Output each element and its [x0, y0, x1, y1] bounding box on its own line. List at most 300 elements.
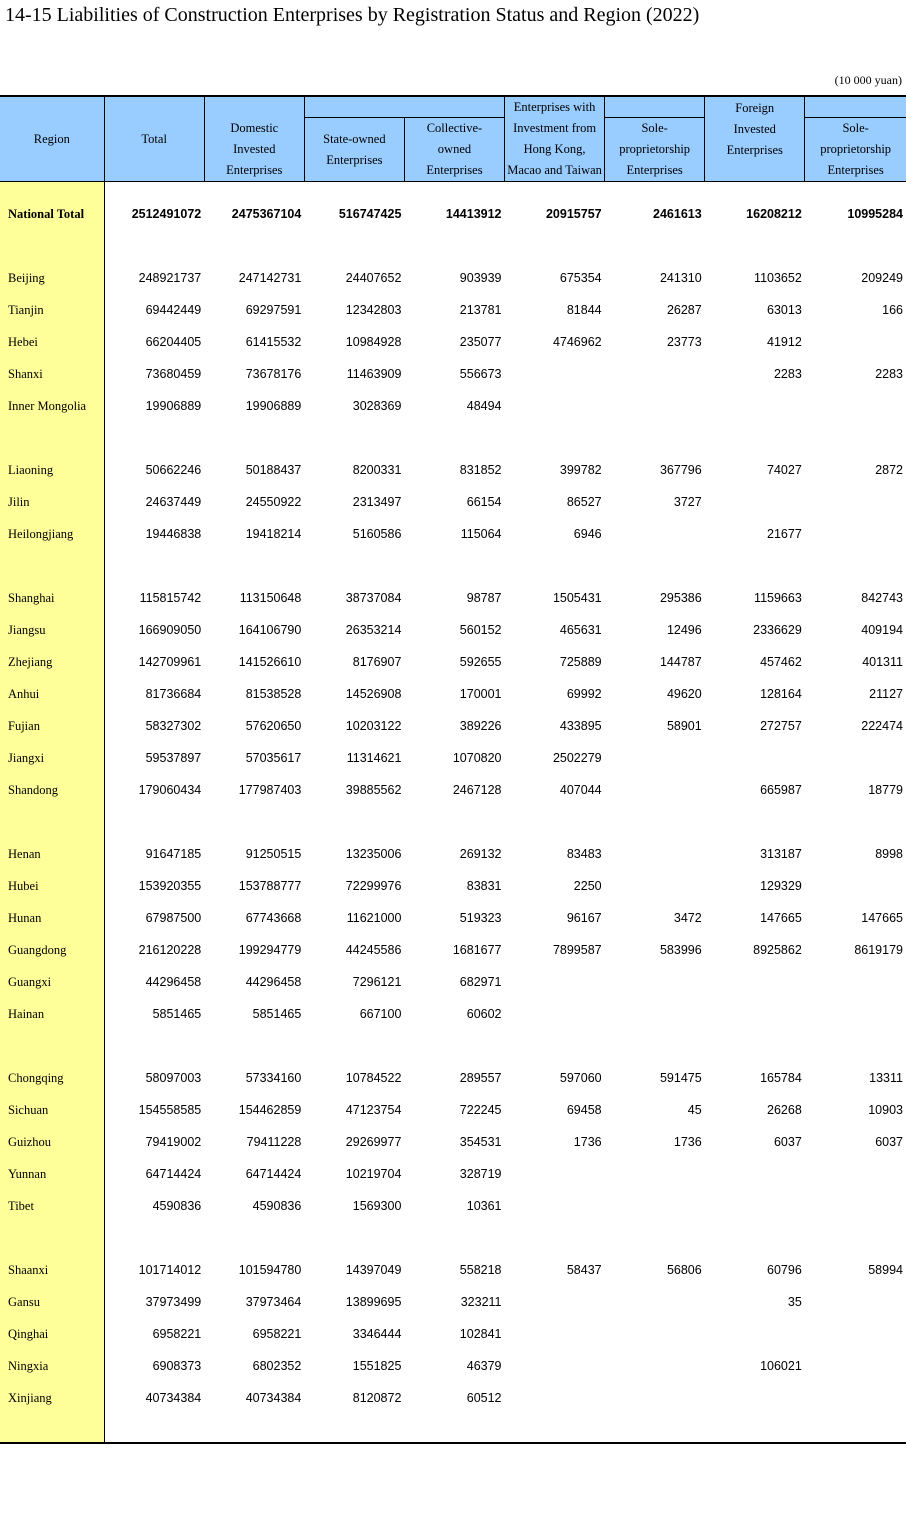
- cell-foreign-sole: [805, 486, 906, 518]
- spacer-row: [0, 550, 906, 582]
- cell-hkmt: 96167: [566, 911, 602, 925]
- cell-hkmt-sole: 12496: [666, 623, 702, 637]
- cell-foreign-sole: 6037: [875, 1135, 903, 1149]
- spacer-cell: [505, 806, 605, 838]
- spacer-cell: [605, 1222, 705, 1254]
- cell-domestic: 6958221: [252, 1327, 302, 1341]
- spacer-cell: [304, 806, 404, 838]
- spacer-cell: [204, 230, 304, 262]
- spacer-cell: [304, 1030, 404, 1062]
- spacer-cell: [0, 1414, 104, 1443]
- cell-state-owned: 2313497: [352, 495, 402, 509]
- cell-total: 73680459: [145, 367, 202, 381]
- spacer-cell: [204, 1414, 304, 1443]
- cell-hkmt-sole: 583996: [659, 943, 702, 957]
- cell-state-owned: 8120872: [352, 1391, 402, 1405]
- spacer-cell: [805, 550, 906, 582]
- cell-domestic: 57035617: [245, 751, 302, 765]
- spacer-cell: [805, 422, 906, 454]
- cell-collective: 903939: [459, 271, 502, 285]
- spacer-cell: [605, 550, 705, 582]
- cell-domestic: 19906889: [245, 399, 302, 413]
- spacer-cell: [404, 806, 504, 838]
- header-hkmt-spacer: [605, 96, 705, 118]
- spacer-cell: [605, 182, 705, 199]
- spacer-cell: [505, 182, 605, 199]
- cell-collective: 2467128: [452, 783, 502, 797]
- cell-hkmt: 20915757: [545, 207, 602, 221]
- cell-domestic: 153788777: [238, 879, 302, 893]
- cell-foreign-sole: [805, 742, 906, 774]
- spacer-cell: [505, 550, 605, 582]
- cell-total: 58097003: [145, 1071, 202, 1085]
- cell-total: 179060434: [138, 783, 202, 797]
- cell-region: Zhejiang: [0, 646, 104, 678]
- cell-foreign-sole: [805, 326, 906, 358]
- spacer-cell: [805, 806, 906, 838]
- cell-hkmt-sole: 3472: [673, 911, 702, 925]
- spacer-cell: [404, 422, 504, 454]
- cell-foreign: 147665: [760, 911, 802, 925]
- table-row: [0, 774, 906, 806]
- cell-total: 216120228: [138, 943, 202, 957]
- cell-collective: 269132: [459, 847, 502, 861]
- cell-region: Guizhou: [0, 1126, 104, 1158]
- spacer-cell: [204, 422, 304, 454]
- cell-total: 79419002: [145, 1135, 202, 1149]
- cell-foreign-sole: [805, 1318, 906, 1350]
- table-header: [0, 96, 906, 182]
- cell-hkmt: 725889: [559, 655, 602, 669]
- spacer-row: [0, 422, 906, 454]
- spacer-row: [0, 1222, 906, 1254]
- cell-state-owned: 12342803: [345, 303, 402, 317]
- cell-state-owned: 72299976: [345, 879, 402, 893]
- table-row: [0, 518, 906, 550]
- cell-state-owned: 1569300: [352, 1199, 402, 1213]
- cell-hkmt-sole: 295386: [659, 591, 702, 605]
- cell-domestic: 57334160: [245, 1071, 302, 1085]
- cell-foreign: [705, 1318, 805, 1350]
- cell-region: Shanxi: [0, 358, 104, 390]
- cell-hkmt: [505, 1158, 605, 1190]
- spacer-cell: [605, 422, 705, 454]
- table-row: [0, 1158, 906, 1190]
- cell-foreign-sole: [805, 1350, 906, 1382]
- cell-collective: 519323: [459, 911, 502, 925]
- spacer-cell: [104, 1414, 204, 1443]
- cell-collective: 213781: [459, 303, 502, 317]
- cell-domestic: 50188437: [245, 463, 302, 477]
- cell-foreign-sole: 21127: [869, 687, 903, 701]
- cell-foreign-sole: [805, 870, 906, 902]
- cell-state-owned: 10984928: [345, 335, 402, 349]
- spacer-row: [0, 230, 906, 262]
- spacer-cell: [204, 1030, 304, 1062]
- spacer-cell: [304, 182, 404, 199]
- table-row: [0, 1254, 906, 1286]
- spacer-cell: [805, 230, 906, 262]
- cell-hkmt: [505, 1190, 605, 1222]
- cell-total: 166909050: [138, 623, 202, 637]
- cell-domestic: 141526610: [238, 655, 302, 669]
- cell-hkmt-sole: [605, 1350, 705, 1382]
- cell-region: Qinghai: [0, 1318, 104, 1350]
- cell-foreign: 21677: [767, 527, 802, 541]
- table-row: [0, 1350, 906, 1382]
- national-total-row: [0, 198, 906, 230]
- table-row: [0, 838, 906, 870]
- spacer-cell: [505, 1030, 605, 1062]
- cell-hkmt: 1505431: [552, 591, 602, 605]
- cell-total: 81736684: [145, 687, 202, 701]
- cell-state-owned: 1551825: [352, 1359, 402, 1373]
- cell-domestic: 64714424: [245, 1167, 302, 1181]
- cell-collective: 831852: [459, 463, 502, 477]
- cell-hkmt-sole: [605, 390, 705, 422]
- cell-hkmt-sole: [605, 742, 705, 774]
- cell-total: 50662246: [145, 463, 202, 477]
- table-row: [0, 454, 906, 486]
- cell-state-owned: 47123754: [345, 1103, 402, 1117]
- table-row: [0, 742, 906, 774]
- spacer-cell: [705, 1222, 805, 1254]
- table-row: [0, 294, 906, 326]
- liabilities-table: [0, 95, 906, 1444]
- header-foreign-spacer: [805, 96, 906, 118]
- cell-collective: 323211: [460, 1295, 502, 1309]
- cell-state-owned: 44245586: [345, 943, 402, 957]
- cell-total: 59537897: [145, 751, 202, 765]
- cell-state-owned: 13899695: [345, 1295, 402, 1309]
- spacer-cell: [705, 550, 805, 582]
- liabilities-table-wrapper: [0, 95, 906, 1444]
- cell-domestic: 61415532: [245, 335, 302, 349]
- table-row: [0, 902, 906, 934]
- cell-state-owned: 8200331: [352, 463, 402, 477]
- cell-total: 6908373: [152, 1359, 202, 1373]
- cell-region: Henan: [0, 838, 104, 870]
- cell-hkmt: [505, 1318, 605, 1350]
- cell-hkmt: [505, 1286, 605, 1318]
- table-row: [0, 614, 906, 646]
- spacer-cell: [605, 230, 705, 262]
- cell-foreign: [705, 1158, 805, 1190]
- cell-region: Hainan: [0, 998, 104, 1030]
- cell-domestic: 113150648: [239, 591, 302, 605]
- spacer-cell: [304, 1414, 404, 1443]
- cell-foreign: [705, 966, 805, 998]
- table-row: [0, 582, 906, 614]
- cell-collective: 60512: [466, 1391, 502, 1405]
- table-row: [0, 870, 906, 902]
- cell-domestic: 19418214: [245, 527, 302, 541]
- cell-region: Guangxi: [0, 966, 104, 998]
- spacer-cell: [104, 230, 204, 262]
- cell-state-owned: 11621000: [346, 911, 402, 925]
- cell-collective: 98787: [466, 591, 502, 605]
- cell-hkmt: [505, 1382, 605, 1414]
- cell-collective: 682971: [459, 975, 502, 989]
- cell-region: Hebei: [0, 326, 104, 358]
- cell-domestic: 24550922: [245, 495, 302, 509]
- spacer-cell: [0, 806, 104, 838]
- cell-foreign-sole: 58994: [868, 1263, 903, 1277]
- cell-foreign: 8925862: [753, 943, 802, 957]
- cell-collective: 60602: [466, 1007, 502, 1021]
- cell-foreign: 60796: [767, 1263, 802, 1277]
- cell-region: Jiangxi: [0, 742, 104, 774]
- cell-hkmt-sole: [605, 1190, 705, 1222]
- spacer-cell: [0, 182, 104, 199]
- cell-foreign-sole: 10903: [868, 1103, 903, 1117]
- cell-foreign-sole: [805, 390, 906, 422]
- cell-region: Yunnan: [0, 1158, 104, 1190]
- cell-domestic: 101594780: [238, 1263, 302, 1277]
- cell-hkmt: 2502279: [552, 751, 602, 765]
- cell-region: Guangdong: [0, 934, 104, 966]
- spacer-cell: [805, 1030, 906, 1062]
- cell-total: 44296458: [145, 975, 202, 989]
- cell-hkmt: 465631: [559, 623, 602, 637]
- cell-domestic: 199294779: [238, 943, 302, 957]
- spacer-row: [0, 1414, 906, 1443]
- cell-collective: 48494: [466, 399, 502, 413]
- cell-foreign: [705, 742, 805, 774]
- cell-state-owned: 11314621: [346, 751, 402, 765]
- cell-foreign: 457462: [760, 655, 802, 669]
- cell-region: Tianjin: [0, 294, 104, 326]
- table-row: [0, 1286, 906, 1318]
- cell-foreign: 63013: [767, 303, 802, 317]
- cell-domestic: 2475367104: [231, 207, 302, 221]
- cell-region: Ningxia: [0, 1350, 104, 1382]
- spacer-cell: [304, 230, 404, 262]
- cell-domestic: 177987403: [238, 783, 302, 797]
- table-row: [0, 326, 906, 358]
- cell-state-owned: 667100: [359, 1007, 402, 1021]
- spacer-cell: [104, 1222, 204, 1254]
- spacer-cell: [0, 1222, 104, 1254]
- table-row: [0, 1318, 906, 1350]
- cell-hkmt-sole: [605, 1318, 705, 1350]
- cell-state-owned: 10203122: [345, 719, 402, 733]
- spacer-cell: [805, 182, 906, 199]
- cell-collective: 560152: [459, 623, 502, 637]
- cell-region: National Total: [0, 198, 104, 230]
- cell-region: Jiangsu: [0, 614, 104, 646]
- cell-collective: 14413912: [445, 207, 502, 221]
- cell-foreign-sole: 8619179: [854, 943, 903, 957]
- cell-foreign-sole: 842743: [861, 591, 903, 605]
- cell-hkmt-sole: 591475: [659, 1071, 702, 1085]
- cell-foreign: 313187: [760, 847, 802, 861]
- cell-region: Tibet: [0, 1190, 104, 1222]
- spacer-cell: [204, 1222, 304, 1254]
- cell-domestic: 73678176: [245, 367, 302, 381]
- cell-hkmt-sole: [605, 838, 705, 870]
- spacer-cell: [0, 230, 104, 262]
- cell-hkmt-sole: [605, 870, 705, 902]
- table-row: [0, 1190, 906, 1222]
- cell-foreign-sole: [805, 1286, 906, 1318]
- cell-foreign: [705, 1190, 805, 1222]
- cell-total: 101714012: [138, 1263, 202, 1277]
- cell-state-owned: 8176907: [352, 655, 402, 669]
- cell-foreign-sole: 10995284: [847, 207, 903, 221]
- cell-state-owned: 3346444: [352, 1327, 402, 1341]
- cell-hkmt-sole: 45: [687, 1103, 702, 1117]
- cell-hkmt-sole: [605, 518, 705, 550]
- cell-collective: 389226: [459, 719, 502, 733]
- cell-domestic: 91250515: [245, 847, 302, 861]
- cell-state-owned: 516747425: [338, 207, 402, 221]
- cell-hkmt-sole: 144787: [659, 655, 702, 669]
- spacer-cell: [404, 1222, 504, 1254]
- header-domestic-spacer: [304, 96, 504, 118]
- cell-hkmt: 7899587: [552, 943, 602, 957]
- cell-collective: 66154: [466, 495, 502, 509]
- cell-total: 6958221: [152, 1327, 202, 1341]
- unit-label: (10 000 yuan): [834, 73, 902, 87]
- cell-foreign-sole: 13311: [869, 1071, 903, 1085]
- spacer-cell: [304, 422, 404, 454]
- cell-collective: 83831: [466, 879, 502, 893]
- cell-domestic: 81538528: [245, 687, 302, 701]
- cell-total: 19446838: [145, 527, 202, 541]
- cell-hkmt: 69458: [566, 1103, 602, 1117]
- spacer-cell: [204, 550, 304, 582]
- cell-hkmt-sole: 26287: [666, 303, 702, 317]
- cell-foreign: 6037: [773, 1135, 802, 1149]
- spacer-cell: [0, 422, 104, 454]
- cell-region: Shandong: [0, 774, 104, 806]
- spacer-row: [0, 806, 906, 838]
- cell-collective: 10361: [466, 1199, 502, 1213]
- header-collective: Collective- owned Enterprises: [404, 118, 504, 182]
- cell-foreign: 35: [787, 1295, 802, 1309]
- cell-domestic: 79411228: [246, 1135, 302, 1149]
- cell-foreign-sole: 147665: [861, 911, 903, 925]
- cell-hkmt: 69992: [566, 687, 602, 701]
- spacer-cell: [404, 1030, 504, 1062]
- cell-foreign: 26268: [767, 1103, 802, 1117]
- cell-total: 5851465: [152, 1007, 202, 1021]
- cell-total: 66204405: [145, 335, 202, 349]
- cell-total: 40734384: [145, 1391, 202, 1405]
- cell-hkmt-sole: [605, 1382, 705, 1414]
- cell-hkmt-sole: [605, 774, 705, 806]
- spacer-cell: [104, 182, 204, 199]
- cell-foreign: [705, 1382, 805, 1414]
- spacer-cell: [705, 1414, 805, 1443]
- cell-hkmt: [505, 1350, 605, 1382]
- cell-hkmt: 86527: [566, 495, 602, 509]
- cell-foreign: [705, 486, 805, 518]
- spacer-cell: [104, 1030, 204, 1062]
- cell-state-owned: 38737084: [345, 591, 402, 605]
- cell-foreign: [705, 998, 805, 1030]
- cell-foreign: [705, 390, 805, 422]
- cell-hkmt: 81844: [566, 303, 602, 317]
- spacer-cell: [605, 1030, 705, 1062]
- cell-domestic: 5851465: [252, 1007, 302, 1021]
- spacer-cell: [404, 230, 504, 262]
- cell-collective: 289557: [459, 1071, 502, 1085]
- table-row: [0, 262, 906, 294]
- cell-state-owned: 14526908: [345, 687, 402, 701]
- cell-foreign: 2336629: [753, 623, 802, 637]
- cell-foreign: 165784: [760, 1071, 802, 1085]
- cell-state-owned: 29269977: [345, 1135, 402, 1149]
- spacer-cell: [404, 182, 504, 199]
- page-title: 14-15 Liabilities of Construction Enterprises by Registration Status and Region (2022): [5, 4, 700, 26]
- cell-hkmt-sole: [605, 998, 705, 1030]
- table-row: [0, 390, 906, 422]
- spacer-cell: [805, 1222, 906, 1254]
- spacer-cell: [404, 550, 504, 582]
- cell-total: 115815742: [139, 591, 202, 605]
- table-row: [0, 1062, 906, 1094]
- spacer-cell: [204, 182, 304, 199]
- cell-hkmt: [505, 390, 605, 422]
- cell-hkmt: 399782: [559, 463, 602, 477]
- cell-collective: 115064: [460, 527, 502, 541]
- cell-hkmt: 58437: [566, 1263, 602, 1277]
- cell-state-owned: 26353214: [345, 623, 402, 637]
- cell-foreign: 272757: [760, 719, 802, 733]
- table-row: [0, 966, 906, 998]
- table-row: [0, 486, 906, 518]
- cell-total: 153920355: [138, 879, 202, 893]
- cell-hkmt: [505, 966, 605, 998]
- cell-state-owned: 3028369: [352, 399, 402, 413]
- cell-foreign: 2283: [773, 367, 802, 381]
- cell-total: 154558585: [138, 1103, 202, 1117]
- spacer-cell: [505, 1414, 605, 1443]
- cell-foreign-sole: [805, 998, 906, 1030]
- cell-domestic: 154462859: [238, 1103, 302, 1117]
- cell-total: 2512491072: [131, 207, 202, 221]
- cell-domestic: 37973464: [245, 1295, 302, 1309]
- cell-collective: 235077: [459, 335, 502, 349]
- spacer-cell: [505, 230, 605, 262]
- cell-hkmt: 2250: [573, 879, 602, 893]
- cell-hkmt: 4746962: [552, 335, 602, 349]
- table-row: [0, 678, 906, 710]
- cell-domestic: 6802352: [252, 1359, 302, 1373]
- cell-hkmt-sole: 2461613: [653, 207, 702, 221]
- spacer-cell: [705, 422, 805, 454]
- spacer-cell: [805, 1414, 906, 1443]
- header-domestic: Domestic Invested Enterprises: [204, 96, 304, 182]
- table-row: [0, 1126, 906, 1158]
- cell-domestic: 44296458: [245, 975, 302, 989]
- table-row: [0, 934, 906, 966]
- cell-collective: 170001: [459, 687, 502, 701]
- table-body: [0, 182, 906, 1444]
- cell-foreign-sole: [805, 1158, 906, 1190]
- cell-collective: 722245: [459, 1103, 502, 1117]
- table-row: [0, 1382, 906, 1414]
- cell-foreign: 1103652: [754, 271, 802, 285]
- cell-collective: 46379: [466, 1359, 502, 1373]
- cell-foreign: 106021: [760, 1359, 802, 1373]
- cell-foreign: 1159663: [754, 591, 802, 605]
- spacer-cell: [304, 550, 404, 582]
- cell-total: 19906889: [145, 399, 202, 413]
- cell-total: 4590836: [152, 1199, 202, 1213]
